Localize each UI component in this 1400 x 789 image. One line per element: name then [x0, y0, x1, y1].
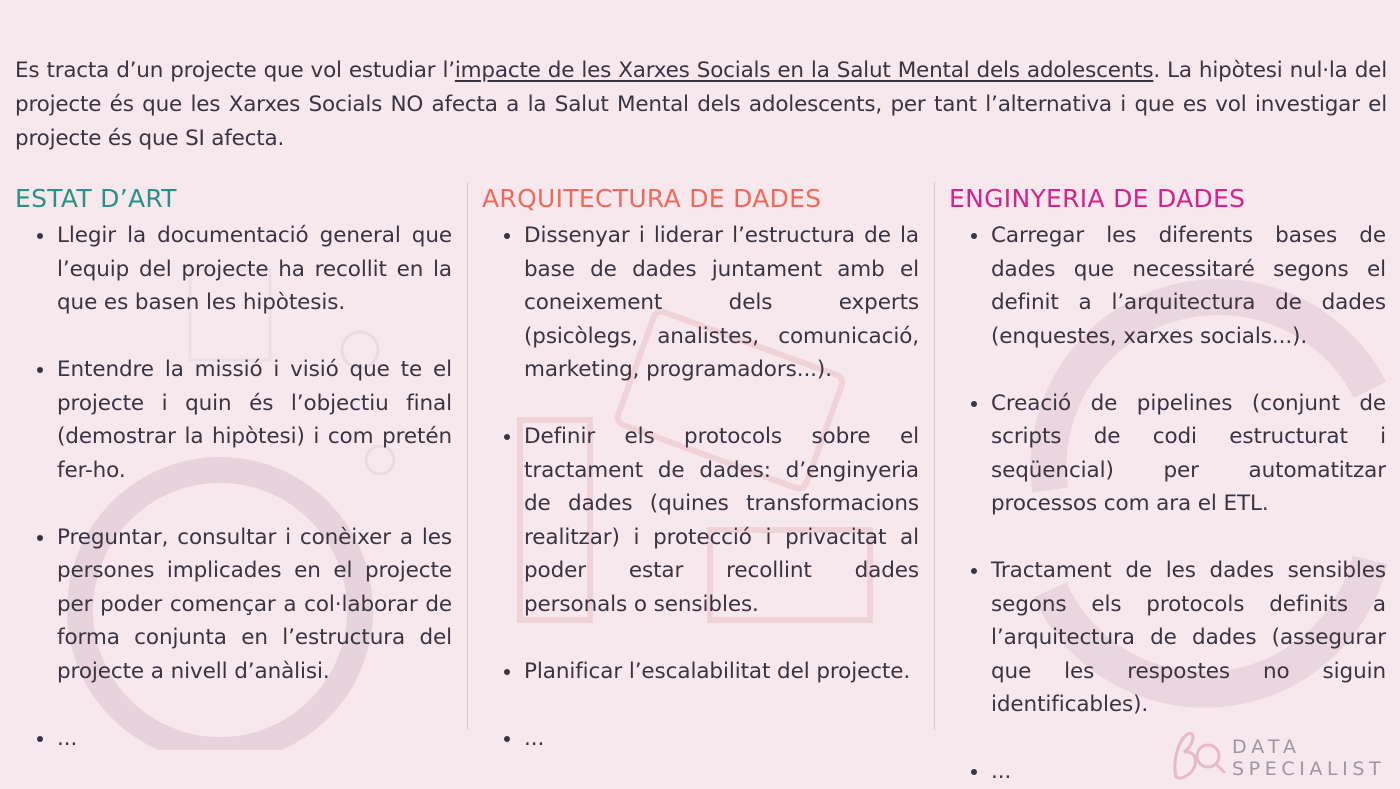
column-title: ARQUITECTURA DE DADES — [482, 184, 822, 213]
list-item: ... — [482, 722, 919, 756]
logo-monogram-icon — [1166, 728, 1228, 786]
list-item: Creació de pipelines (conjunt de scripts de codi estructurat i seqüencial) per automatitzar processos com ara el ETL. — [949, 387, 1386, 521]
list-item: Tractament de les dades sensibles segons els protocols definits a l’arquitectura de dades (assegurar que les respostes no siguin identificables). — [949, 554, 1386, 722]
list-item: Preguntar, consultar i conèixer a les persones implicades en el projecte per poder començar a col·laborar de forma conjunta en l’estructura del projecte a nivell d’anàlisi. — [15, 521, 452, 689]
list-item: ... — [949, 755, 1386, 789]
column-arquitectura-dades — [482, 183, 919, 788]
list-item: ... — [15, 722, 452, 756]
intro-text-start: Es tracta d’un projecte que vol estudiar l’ — [15, 57, 455, 83]
column-estat-art — [15, 183, 452, 788]
list-item: Carregar les diferents bases de dades que necessitaré segons el definit a l’arquitectura de dades (enquestes, xarxes socials...). — [949, 219, 1386, 353]
bullet-list — [15, 219, 452, 755]
list-item: Dissenyar i liderar l’estructura de la base de dades juntament amb el coneixement dels experts (psicòlegs, analistes, comunicació, marketing, programadors...). — [482, 219, 919, 387]
data-specialist-logo — [1166, 728, 1396, 786]
bullet-list — [482, 219, 919, 755]
bullet-list — [949, 219, 1386, 789]
logo-line-1: DATA — [1232, 736, 1301, 758]
column-title: ESTAT D’ART — [15, 184, 177, 213]
intro-text-end: . La hipòtesi nul·la del projecte és que les Xarxes Socials NO afecta a la Salut Mental dels adolescents, per tant l’alternativa i que es vol investigar el projecte és que SI afecta. — [15, 57, 1387, 151]
list-item: Definir els protocols sobre el tractament de dades: d’enginyeria de dades (quines transformacions realitzar) i protecció i privacitat al poder estar recollint dades personals o sensibles. — [482, 420, 919, 621]
logo-line-2: SPECIALIST — [1232, 758, 1386, 780]
column-divider-2 — [934, 182, 935, 730]
column-title: ENGINYERIA DE DADES — [949, 184, 1246, 213]
list-item: Llegir la documentació general que l’equip del projecte ha recollit en la que es basen les hipòtesis. — [15, 219, 452, 320]
column-enginyeria-dades — [949, 183, 1386, 788]
intro-paragraph — [15, 54, 1387, 156]
column-divider-1 — [467, 182, 468, 730]
list-item: Planificar l’escalabilitat del projecte. — [482, 655, 919, 689]
list-item: Entendre la missió i visió que te el projecte i quin és l’objectiu final (demostrar la hipòtesi) i com pretén fer-ho. — [15, 353, 452, 487]
intro-underlined-topic: impacte de les Xarxes Socials en la Salut Mental dels adolescents — [454, 57, 1154, 83]
